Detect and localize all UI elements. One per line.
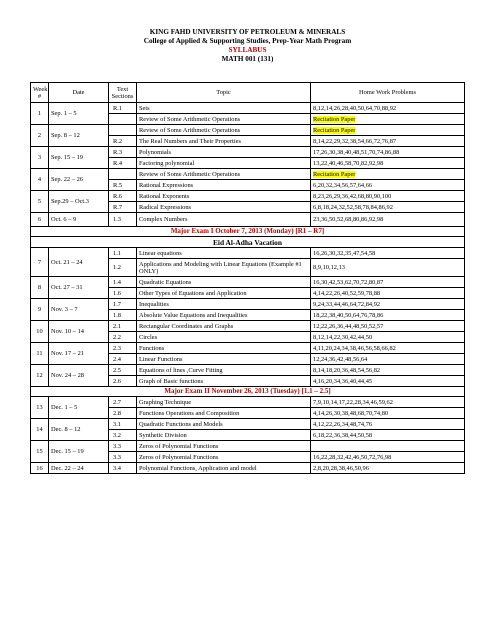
date-cell: Sep. 1 – 5 [49, 103, 109, 125]
section-cell: R.7 [109, 202, 137, 213]
table-row [31, 213, 465, 227]
section-cell: 1.8 [109, 310, 137, 321]
date-cell: Dec. 8 – 12 [49, 419, 109, 441]
topic-cell: Equations of lines ,Curve Fitting [137, 365, 311, 376]
homework-problems: 16,30,42,53,62,70,72,80,87 [313, 278, 384, 286]
college-title: College of Applied & Supporting Studies, Prep-Year Math Program [143, 37, 352, 45]
homework-problems: 12,22,26,36,44,48,50,52,57 [313, 322, 384, 330]
homework-cell [311, 202, 465, 213]
topic-cell: Applications and Modeling with Linear Equations (Example #1 ONLY) [137, 259, 311, 277]
date-cell: Dec. 22 – 24 [49, 463, 109, 474]
homework-cell [311, 441, 465, 452]
homework-problems: 4,16,20,34,36,40,44,45 [313, 377, 373, 385]
homework-cell [311, 259, 465, 277]
vacation-banner: Eid Al-Adha Vacation [31, 237, 465, 248]
homework-problems: 8,12,14,22,30,42,44,50 [313, 333, 373, 341]
week-cell: 10 [31, 321, 49, 343]
homework-cell [311, 288, 465, 299]
table-row [31, 169, 465, 180]
table-header-row [31, 83, 465, 103]
homework-problems: 4,11,20,24,34,38,46,56,58,66,82 [313, 344, 396, 352]
date-cell: Dec. 1 – 5 [49, 397, 109, 419]
section-cell: 2.5 [109, 365, 137, 376]
homework-cell [311, 376, 465, 387]
topic-cell: Graphing Technique [137, 397, 311, 408]
section-cell: 2.2 [109, 332, 137, 343]
homework-cell [311, 169, 465, 180]
date-cell: Oct. 27 – 31 [49, 277, 109, 299]
topic-cell: Polynomial Functions, Application and model [137, 463, 311, 474]
homework-cell [311, 310, 465, 321]
homework-cell [311, 248, 465, 259]
homework-problems: 2,8,20,28,38,46,50,96 [313, 464, 369, 472]
homework-cell [311, 354, 465, 365]
syllabus-title: SYLLABUS [228, 46, 267, 54]
week-cell: 15 [31, 441, 49, 463]
week-cell: 1 [31, 103, 49, 125]
exam-2-banner: Major Exam II November 26, 2013 (Tuesday) [1.1 – 2.5] [31, 387, 465, 397]
topic-cell: Functions Operations and Composition [137, 408, 311, 419]
section-cell [109, 125, 137, 136]
homework-cell [311, 191, 465, 202]
topic-cell: Functions [137, 343, 311, 354]
topic-cell: Quadratic Functions and Models [137, 419, 311, 430]
week-cell: 2 [31, 125, 49, 147]
exam-2-banner-row [31, 387, 465, 397]
section-cell: 2.1 [109, 321, 137, 332]
topic-cell: Synthetic Division [137, 430, 311, 441]
homework-cell [311, 103, 465, 114]
section-cell [109, 114, 137, 125]
section-cell: 3.1 [109, 419, 137, 430]
week-cell: 3 [31, 147, 49, 169]
topic-cell: Circles [137, 332, 311, 343]
topic-cell: The Real Numbers and Their Properties [137, 136, 311, 147]
homework-cell [311, 114, 465, 125]
homework-problems: 6,18,22,36,38,44,50,58 [313, 431, 373, 439]
homework-problems: 8,23,26,29,36,42,68,80,90,100 [313, 192, 392, 200]
section-cell: 2.6 [109, 376, 137, 387]
header-sections: Text Sections [109, 83, 137, 103]
homework-problems: 4,14,26,30,38,48,68,70,74,80 [313, 409, 389, 417]
exam-1-banner: Major Exam I October 7, 2013 (Monday) [R1 – R7] [31, 227, 465, 237]
header-week: Week # [31, 83, 49, 103]
topic-cell: Radical Expressions [137, 202, 311, 213]
topic-cell: Other Types of Equations and Application [137, 288, 311, 299]
topic-cell: Linear equations [137, 248, 311, 259]
topic-cell: Rational Exponents [137, 191, 311, 202]
topic-cell: Quadratic Equations [137, 277, 311, 288]
section-cell: R.2 [109, 136, 137, 147]
topic-cell: Sets [137, 103, 311, 114]
section-cell [109, 169, 137, 180]
topic-cell: Rational Expressions [137, 180, 311, 191]
date-cell: Nov. 24 – 28 [49, 365, 109, 387]
homework-cell [311, 397, 465, 408]
homework-problems: 4,14,22,26,40,52,59,78,88 [313, 289, 381, 297]
section-cell: 2.7 [109, 397, 137, 408]
section-cell: 3.3 [109, 452, 137, 463]
topic-cell: Linear Functions [137, 354, 311, 365]
homework-cell [311, 147, 465, 158]
section-cell: 2.3 [109, 343, 137, 354]
table-row [31, 441, 465, 452]
week-cell: 13 [31, 397, 49, 419]
homework-problems: 17,26,30,38,40,48,51,70,74,86,88 [313, 148, 400, 156]
section-cell: 3.2 [109, 430, 137, 441]
date-cell: Nov. 3 – 7 [49, 299, 109, 321]
homework-problems: 23,36,50,52,68,80,86,92,98 [313, 216, 384, 223]
week-cell: 4 [31, 169, 49, 191]
date-cell: Nov. 10 – 14 [49, 321, 109, 343]
topic-cell: Zeros of Polynomial Functions [137, 441, 311, 452]
section-cell: R.5 [109, 180, 137, 191]
university-title: KING FAHD UNIVERSITY OF PETROLEUM & MINERALS [149, 28, 346, 36]
homework-cell [311, 408, 465, 419]
topic-cell: Review of Some Arithmetic Operations [137, 114, 311, 125]
table-row [31, 147, 465, 158]
topic-cell: Rectangular Coordinates and Graphs [137, 321, 311, 332]
table-row [31, 299, 465, 310]
table-row [31, 419, 465, 430]
homework-cell [311, 365, 465, 376]
homework-problems: 18,22,38,40,50,64,76,78,86 [313, 311, 384, 319]
homework-cell [311, 343, 465, 354]
homework-cell [311, 277, 465, 288]
table-row [31, 191, 465, 202]
homework-problems: 8,12,14,26,28,40,50,64,70,88,92 [313, 104, 397, 112]
week-cell: 6 [31, 213, 49, 227]
topic-cell: Complex Numbers [137, 213, 311, 227]
week-cell: 7 [31, 248, 49, 277]
section-cell: R.4 [109, 158, 137, 169]
date-cell: Sep. 15 – 19 [49, 147, 109, 169]
topic-cell: Review of Some Arithmetic Operations [137, 125, 311, 136]
topic-cell: Graph of Basic functions [137, 376, 311, 387]
exam-1-banner-row [31, 227, 465, 237]
homework-problems: 8,9,10,12,13 [313, 264, 345, 271]
week-cell: 12 [31, 365, 49, 387]
header-topic: Topic [137, 83, 311, 103]
table-row [31, 365, 465, 376]
week-cell: 5 [31, 191, 49, 213]
table-row [31, 248, 465, 259]
topic-cell: Review of Some Arithmetic Operations [137, 169, 311, 180]
homework-cell [311, 430, 465, 441]
homework-problems: 8,14,18,20,36,48,54,56,82 [313, 366, 381, 374]
section-cell: 1.4 [109, 277, 137, 288]
week-cell: 16 [31, 463, 49, 474]
header-date: Date [49, 83, 109, 103]
table-row [31, 277, 465, 288]
week-cell: 8 [31, 277, 49, 299]
homework-cell [311, 463, 465, 474]
homework-problems: 13,22,40,46,58,70,82,92,98 [313, 159, 384, 167]
homework-problems: 6,8,18,24,32,52,58,78,84,86,92 [313, 203, 393, 211]
section-cell: 3.4 [109, 463, 137, 474]
homework-cell [311, 180, 465, 191]
table-row [31, 463, 465, 474]
homework-cell [311, 332, 465, 343]
date-cell: Dec. 15 – 19 [49, 441, 109, 463]
week-cell: 11 [31, 343, 49, 365]
homework-problems: 6,20,32,34,56,57,64,66 [313, 181, 373, 189]
topic-cell: Absolute Value Equations and Inequalities [137, 310, 311, 321]
section-cell: 2.4 [109, 354, 137, 365]
date-cell: Sep. 22 – 26 [49, 169, 109, 191]
week-cell: 9 [31, 299, 49, 321]
topic-cell: Polynomials [137, 147, 311, 158]
topic-cell: Zeros of Polynomial Functions [137, 452, 311, 463]
syllabus-table [30, 82, 465, 474]
vacation-banner-row [31, 237, 465, 248]
table-row [31, 397, 465, 408]
week-cell: 14 [31, 419, 49, 441]
homework-cell [311, 158, 465, 169]
course-title: MATH 001 (131) [221, 55, 274, 63]
section-cell: 1.6 [109, 288, 137, 299]
homework-cell [311, 299, 465, 310]
recitation-paper-highlight: Recitation Paper [313, 115, 356, 123]
header-homework: Home Work Problems [311, 83, 465, 103]
section-cell: 1.2 [109, 259, 137, 277]
table-row [31, 343, 465, 354]
homework-problems: 8,14,22,29,32,38,54,66,72,76,87 [313, 137, 397, 145]
homework-cell [311, 213, 465, 227]
date-cell: Sep. 8 – 12 [49, 125, 109, 147]
homework-cell [311, 452, 465, 463]
date-cell: Nov. 17 – 21 [49, 343, 109, 365]
section-cell: 1.7 [109, 299, 137, 310]
homework-cell [311, 419, 465, 430]
table-row [31, 103, 465, 114]
section-cell: R.1 [109, 103, 137, 114]
section-cell: R.6 [109, 191, 137, 202]
section-cell: 1.3 [109, 213, 137, 227]
homework-cell [311, 125, 465, 136]
section-cell: R.3 [109, 147, 137, 158]
homework-problems: 4,12,22,26,34,48,74,76 [313, 420, 373, 428]
section-cell: 1.1 [109, 248, 137, 259]
recitation-paper-highlight: Recitation Paper [313, 170, 356, 178]
date-cell: Oct. 6 – 9 [49, 213, 109, 227]
homework-problems: 7,9,10,14,17,22,28,34,46,59,62 [313, 398, 393, 406]
recitation-paper-highlight: Recitation Paper [313, 126, 356, 134]
homework-cell [311, 136, 465, 147]
homework-problems: 16,22,28,32,42,46,50,72,76,98 [313, 453, 392, 461]
date-cell: Oct. 21 – 24 [49, 248, 109, 277]
homework-cell [311, 321, 465, 332]
date-cell: Sep.29 – Oct.3 [49, 191, 109, 213]
section-cell: 2.8 [109, 408, 137, 419]
section-cell: 3.3 [109, 441, 137, 452]
homework-problems: 12,24,36,42,48,56,64 [313, 355, 368, 363]
homework-problems: 16,26,30,32,35,47,54,58 [313, 249, 376, 257]
table-row [31, 125, 465, 136]
topic-cell: Inequalities [137, 299, 311, 310]
topic-cell: Factoring polynomial [137, 158, 311, 169]
homework-problems: 9,24,33,44,46,64,72,84,92 [313, 300, 381, 308]
table-row [31, 321, 465, 332]
